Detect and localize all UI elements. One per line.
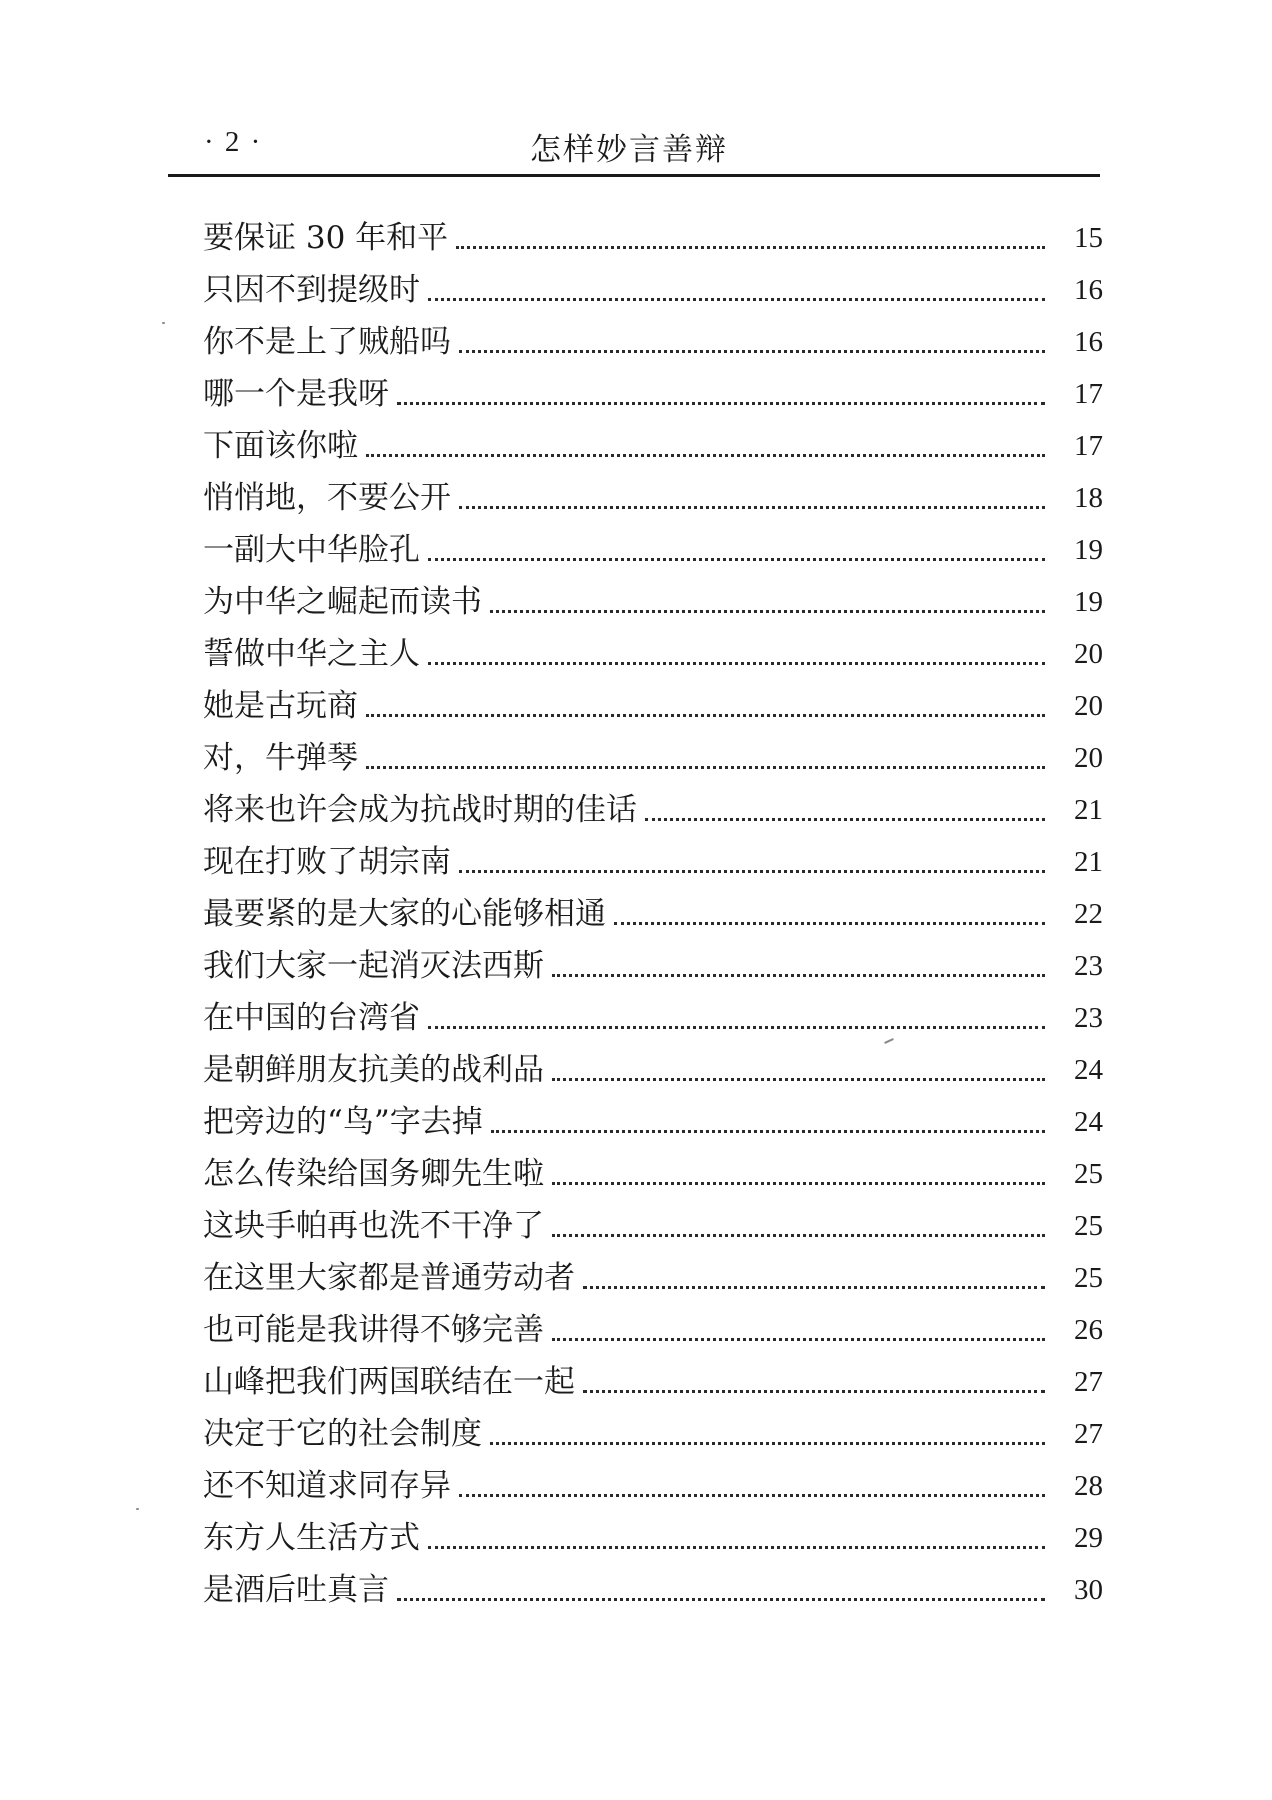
toc-entry-page: 18: [1074, 482, 1103, 514]
toc-entry-title: 悄悄地，不要公开: [203, 480, 451, 516]
toc-entry-page: 17: [1074, 430, 1103, 462]
toc-entry-title: 是朝鲜朋友抗美的战利品: [203, 1052, 544, 1088]
toc-entry-title: 下面该你啦: [203, 428, 358, 464]
scan-speck: [136, 1508, 139, 1510]
toc-entry-page: 16: [1074, 326, 1103, 358]
toc-entry-title: 要保证 30 年和平: [203, 220, 449, 256]
toc-entry-title: 我们大家一起消灭法西斯: [203, 948, 544, 984]
dot-leader: [428, 662, 1045, 665]
toc-entry[interactable]: [203, 934, 1103, 986]
toc-entry[interactable]: [203, 362, 1103, 414]
toc-entry[interactable]: [203, 1350, 1103, 1402]
toc-entry-page: 23: [1074, 950, 1103, 982]
toc-entry-page: 20: [1074, 690, 1103, 722]
toc-entry-page: 22: [1074, 898, 1103, 930]
toc-entry-page: 20: [1074, 638, 1103, 670]
toc-entry-title: 现在打败了胡宗南: [203, 844, 451, 880]
dot-leader: [459, 870, 1045, 873]
toc-entry[interactable]: [203, 1194, 1103, 1246]
dot-leader: [552, 1234, 1045, 1237]
toc-entry[interactable]: [203, 1246, 1103, 1298]
page-number: · 2 ·: [204, 126, 263, 158]
toc-entry-title: 是酒后吐真言: [203, 1572, 389, 1608]
toc-entry[interactable]: [203, 1142, 1103, 1194]
toc-entry-title: 为中华之崛起而读书: [203, 584, 482, 620]
toc-entry[interactable]: [203, 1090, 1103, 1142]
toc-entry[interactable]: [203, 570, 1103, 622]
toc-entry-title: 这块手帕再也洗不干净了: [203, 1208, 544, 1244]
toc-entry-title: 在中国的台湾省: [203, 1000, 420, 1036]
toc-entry[interactable]: [203, 1038, 1103, 1090]
dot-leader: [428, 1546, 1045, 1549]
dot-leader: [456, 246, 1045, 249]
toc-entry[interactable]: [203, 1298, 1103, 1350]
toc-entry-page: 19: [1074, 586, 1103, 618]
toc-entry-title: 把旁边的“鸟”字去掉: [203, 1104, 483, 1140]
dot-leader: [428, 298, 1045, 301]
toc-entry-title: 山峰把我们两国联结在一起: [203, 1364, 575, 1400]
toc-entry-title: 还不知道求同存异: [203, 1468, 451, 1504]
toc-entry[interactable]: [203, 778, 1103, 830]
toc-entry-page: 19: [1074, 534, 1103, 566]
toc-entry-title: 在这里大家都是普通劳动者: [203, 1260, 575, 1296]
toc-entry-title: 决定于它的社会制度: [203, 1416, 482, 1452]
dot-leader: [366, 714, 1045, 717]
toc-entry[interactable]: [203, 622, 1103, 674]
toc-entry[interactable]: [203, 414, 1103, 466]
dot-leader: [428, 558, 1045, 561]
toc-entry-title: 最要紧的是大家的心能够相通: [203, 896, 606, 932]
dot-leader: [366, 454, 1045, 457]
toc-entry-page: 21: [1074, 794, 1103, 826]
scan-speck: [162, 322, 165, 324]
toc-entry-title: 你不是上了贼船吗: [203, 324, 451, 360]
toc-entry[interactable]: [203, 206, 1103, 258]
toc-entry-title: 只因不到提级时: [203, 272, 420, 308]
dot-leader: [397, 1598, 1045, 1601]
toc-entry[interactable]: [203, 1506, 1103, 1558]
dot-leader: [428, 1026, 1045, 1029]
dot-leader: [552, 974, 1045, 977]
dot-leader: [645, 818, 1045, 821]
dot-leader: [459, 1494, 1045, 1497]
toc-entry[interactable]: [203, 518, 1103, 570]
toc-entry[interactable]: [203, 466, 1103, 518]
toc-entry-page: 27: [1074, 1366, 1103, 1398]
toc-entry-title: 对，牛弹琴: [203, 740, 358, 776]
toc-entry-page: 21: [1074, 846, 1103, 878]
toc-entry-title: 也可能是我讲得不够完善: [203, 1312, 544, 1348]
dot-leader: [552, 1182, 1045, 1185]
dot-leader: [552, 1338, 1045, 1341]
toc-entry-page: 29: [1074, 1522, 1103, 1554]
toc-entry-title: 将来也许会成为抗战时期的佳话: [203, 792, 637, 828]
toc-entry-title: 东方人生活方式: [203, 1520, 420, 1556]
toc-entry-page: 30: [1074, 1574, 1103, 1606]
toc-entry[interactable]: [203, 1402, 1103, 1454]
toc-entry-page: 24: [1074, 1054, 1103, 1086]
toc-entry-page: 16: [1074, 274, 1103, 306]
toc-entry-page: 23: [1074, 1002, 1103, 1034]
header-rule: [168, 174, 1100, 177]
dot-leader: [614, 922, 1045, 925]
toc-entry-title: 怎么传染给国务卿先生啦: [203, 1156, 544, 1192]
dot-leader: [490, 1442, 1045, 1445]
dot-leader: [583, 1286, 1045, 1289]
dot-leader: [366, 766, 1045, 769]
dot-leader: [397, 402, 1045, 405]
dot-leader: [459, 350, 1045, 353]
toc-entry-title: 一副大中华脸孔: [203, 532, 420, 568]
toc-entry-page: 25: [1074, 1262, 1103, 1294]
dot-leader: [459, 506, 1045, 509]
toc-entry-title: 她是古玩商: [203, 688, 358, 724]
toc-entry-page: 25: [1074, 1158, 1103, 1190]
toc-entry-title: 誓做中华之主人: [203, 636, 420, 672]
toc-entry[interactable]: [203, 310, 1103, 362]
toc-entry-page: 26: [1074, 1314, 1103, 1346]
dot-leader: [491, 1130, 1045, 1133]
toc-entry-page: 24: [1074, 1106, 1103, 1138]
toc-entry[interactable]: [203, 726, 1103, 778]
dot-leader: [552, 1078, 1045, 1081]
toc-entry[interactable]: [203, 674, 1103, 726]
dot-leader: [583, 1390, 1045, 1393]
dot-leader: [490, 610, 1045, 613]
toc-entry[interactable]: [203, 830, 1103, 882]
toc-entry-page: 17: [1074, 378, 1103, 410]
table-of-contents: [203, 206, 1103, 1610]
toc-entry-page: 27: [1074, 1418, 1103, 1450]
toc-entry[interactable]: [203, 882, 1103, 934]
toc-entry-page: 28: [1074, 1470, 1103, 1502]
toc-entry-page: 15: [1074, 222, 1103, 254]
toc-entry[interactable]: [203, 1558, 1103, 1610]
toc-entry[interactable]: [203, 1454, 1103, 1506]
toc-entry-title: 哪一个是我呀: [203, 376, 389, 412]
toc-entry[interactable]: [203, 258, 1103, 310]
page-header: [168, 118, 1100, 174]
book-title: 怎样妙言善辩: [530, 132, 728, 168]
toc-entry-page: 25: [1074, 1210, 1103, 1242]
toc-entry-page: 20: [1074, 742, 1103, 774]
toc-entry[interactable]: [203, 986, 1103, 1038]
